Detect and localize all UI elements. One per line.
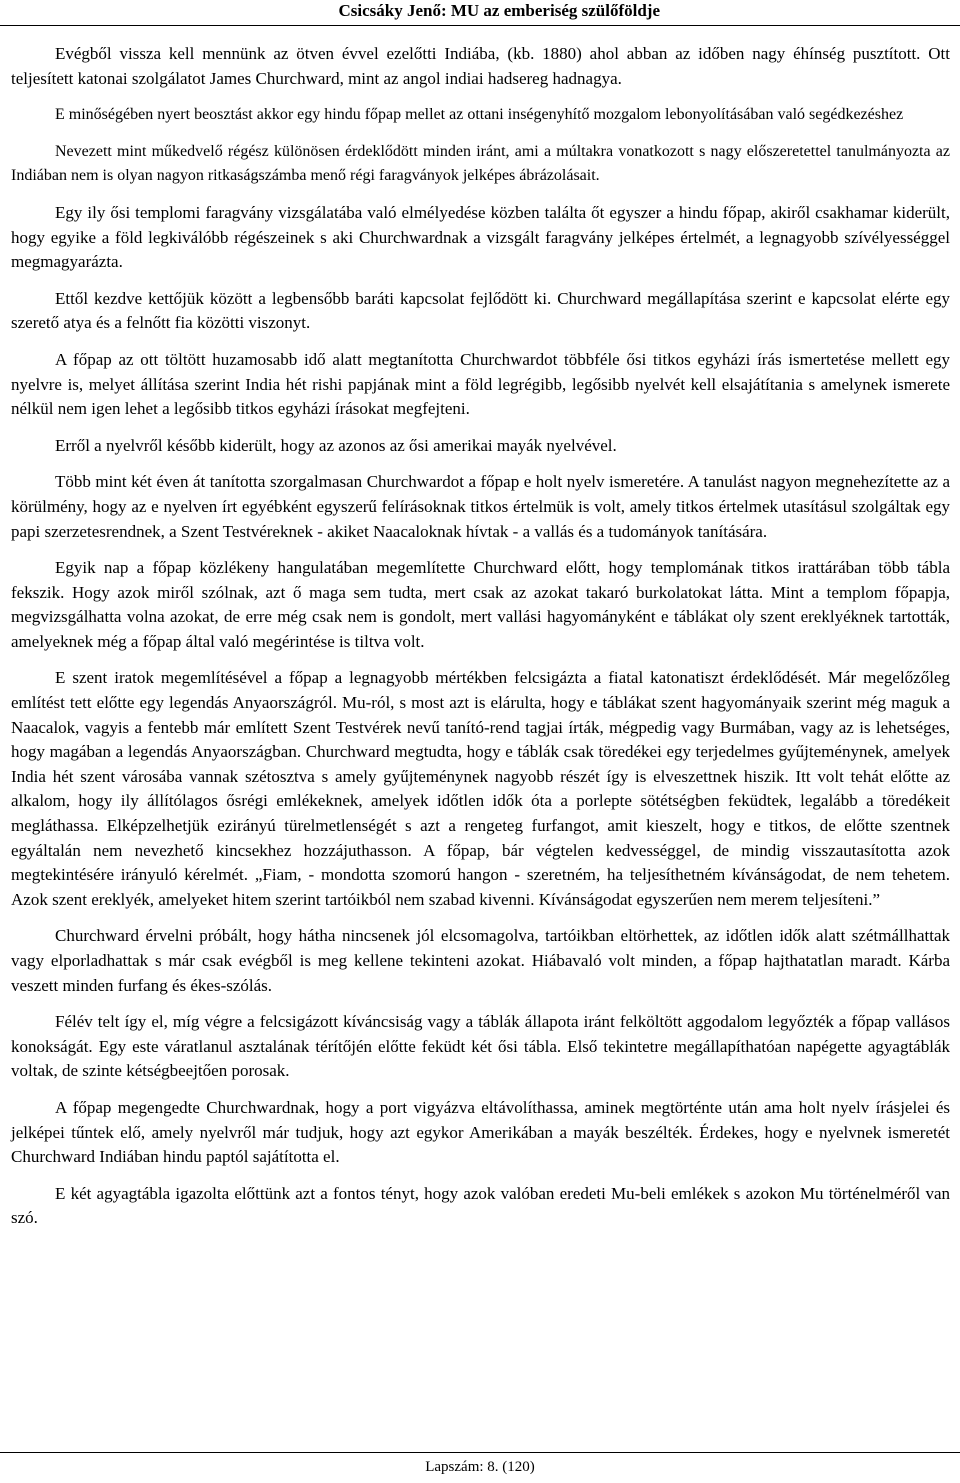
page-header [0,0,960,26]
paragraph: E szent iratok megemlítésével a főpap a legnagyobb mértékben felcsigázta a fiatal katonatiszt érdeklődését. Már megelőzőleg említést tett előtte egy legendás Anyaországról. Mu-ról, s most azt is elárulta, hogy e táblákat szent hagyományaik szerint még maguk a Naacalok, vagyis a fentebb már említett Szent Testvérek nevű tanító-rend tagjai írták, mégpedig vagy Burmában, vagy az is lehetséges, hogy magában a legendás Anyaországban. Churchward megtudta, hogy e táblák csak töredékei egy terjedelmes gyűjteménynek, amelyek India hét szent városába vannak szétosztva s amely gyűjteménynek nagyobb részét így is elveszettnek hiszik. Itt volt tehát előtte az alkalom, hogy ily állítólagos ősrégi emlékeknek, amelyek időtlen idők óta a porlepte sötétségben feküdtek, legalább a töredékeit megláthassa. Elképzelhetjük ezirányú türelmetlenségét s azt a rengeteg furfangot, amit kieszelt, hogy e titkos, de előtte szentnek egyáltalán nem nevezhető kincsekhez hozzájuthasson. A főpap, bár végtelen kedvességgel, de mindig visszautasította azok megtekintésére irányuló kérelmét. „Fiam, - mondotta szomorú hangon - szeretném, ha teljesíthetném kívánságodat, de nem tehetem. Azok szent ereklyék, amelyeket hitem szerint tartóikból nem szabad kivenni. Kívánságodat egyszerűen nem merem teljesíteni.” [11,668,950,909]
paragraph: Ettől kezdve kettőjük között a legbensőbb baráti kapcsolat fejlődött ki. Churchward megállapítása szerint e kapcsolat elérte egy szerető atya és a felnőtt fia közötti viszonyt. [11,288,950,333]
paragraph: Egyik nap a főpap közlékeny hangulatában megemlítette Churchward előtt, hogy templomának titkos irattárában több tábla fekszik. Hogy azok miről szólnak, azt ő maga sem tudta, mert csak az azokat takaró burkolatokat látta. Mint a templom főpapja, megvizsgálhatta volna azokat, de erre még csak nem is gondolt, mert vallási hagyományként e táblákat oly szent ereklyéknek tartották, amelyeknek még a főpap által való megérintése is tiltva volt. [11,558,950,651]
paragraph: E két agyagtábla igazolta előttünk azt a fontos tényt, hogy azok valóban eredeti Mu-beli emlékek s azokon Mu történelméről van szó. [11,1183,950,1228]
paragraph: Félév telt így el, míg végre a felcsigázott kíváncsiság vagy a táblák állapota iránt felköltött aggodalom legyőzték a főpap vallásos konokságát. Egy este váratlanul asztalának térítőjén előtte feküdt két ősi tábla. Első tekintetre megállapíthatóan napégette agyagtáblák voltak, de szinte kétségbeejtően porosak. [11,1012,950,1081]
paragraph: E minőségében nyert beosztást akkor egy hindu főpap mellet az ottani inségenyhítő mozgalom lebonyolításában való segédkezéshez [55,106,904,124]
paragraph: Több mint két éven át tanította szorgalmasan Churchwardot a főpap e holt nyelv ismeretére. A tanulást nagyon megnehezítette az a körülmény, hogy az e nyelven írt egyébként egyszerű felírásoknak titkos értelmük is volt, amely titkos értelmek utasításul szolgáltak egy papi szerzetesrendnek, a Szent Testvéreknek - akiket Naacaloknak hívtak - a vallás és a tudományok tanítására. [11,472,950,541]
paragraph: A főpap az ott töltött huzamosabb idő alatt megtanította Churchwardot többféle ősi titkos egyházi írás ismertetése mellett egy nyelvre is, melyet állítása szerint India hét rishi papjának mint a föld legrégibb, legősibb nyelvét kell elsajátítania s amelynek ismerete nélkül nem igen lehet a legősibb titkos egyházi írásokat megfejteni. [11,349,950,419]
paragraph: Egy ily ősi templomi faragvány vizsgálatába való elmélyedése közben találta őt egyszer a hindu főpap, akiről csakhamar kiderült, hogy egyike a föld legkiválóbb régészeinek s aki Churchwardnak a vizsgált faragvány jelképes értelmét, a legnagyobb szívélyességgel megmagyarázta. [11,202,950,272]
paragraph: Churchward érvelni próbált, hogy hátha nincsenek jól elcsomagolva, tartóikban eltörhettek, az időtlen idők alatt szétmállhattak vagy elporladhattak s már csak evégből is meg kellene tekinteni azokat. Hiábavaló volt minden, a főpap hajthatatlan maradt. Kárba veszett minden furfang és ékes-szólás. [11,926,950,995]
page-footer [0,1452,960,1477]
page-number: Lapszám: 8. (120) [425,1459,535,1475]
paragraph: Nevezett mint műkedvelő régész különösen érdeklődött minden iránt, ami a múltakra vonatkozott s nagy előszeretettel tanulmányozta az Indiában nem is olyan nagyon ritkaságszámba menő régi faragványok jelképes ábrázolásait. [11,142,950,185]
paragraph: Erről a nyelvről később kiderült, hogy az azonos az ősi amerikai mayák nyelvével. [55,435,617,455]
document-body [11,42,950,1243]
header-title: Csicsáky Jenő: MU az emberiség szülőföldje [338,1,660,20]
paragraph: Evégből vissza kell mennünk az ötven évvel ezelőtti Indiába, (kb. 1880) ahol abban az időben nagy éhínség pusztított. Ott teljesített katonai szolgálatot James Churchward, mint az angol indiai hadsereg hadnagya. [11,44,950,88]
paragraph: A főpap megengedte Churchwardnak, hogy a port vigyázva eltávolíthassa, aminek megtörténte után ama holt nyelv írásjelei és jelképei tűntek elő, amely nyelvről már tudjuk, hogy azt egykor Amerikában a mayák beszélték. Érdekes, hogy e nyelvnek ismeretét Churchward Indiában hindu paptól sajátította el. [11,1097,950,1167]
